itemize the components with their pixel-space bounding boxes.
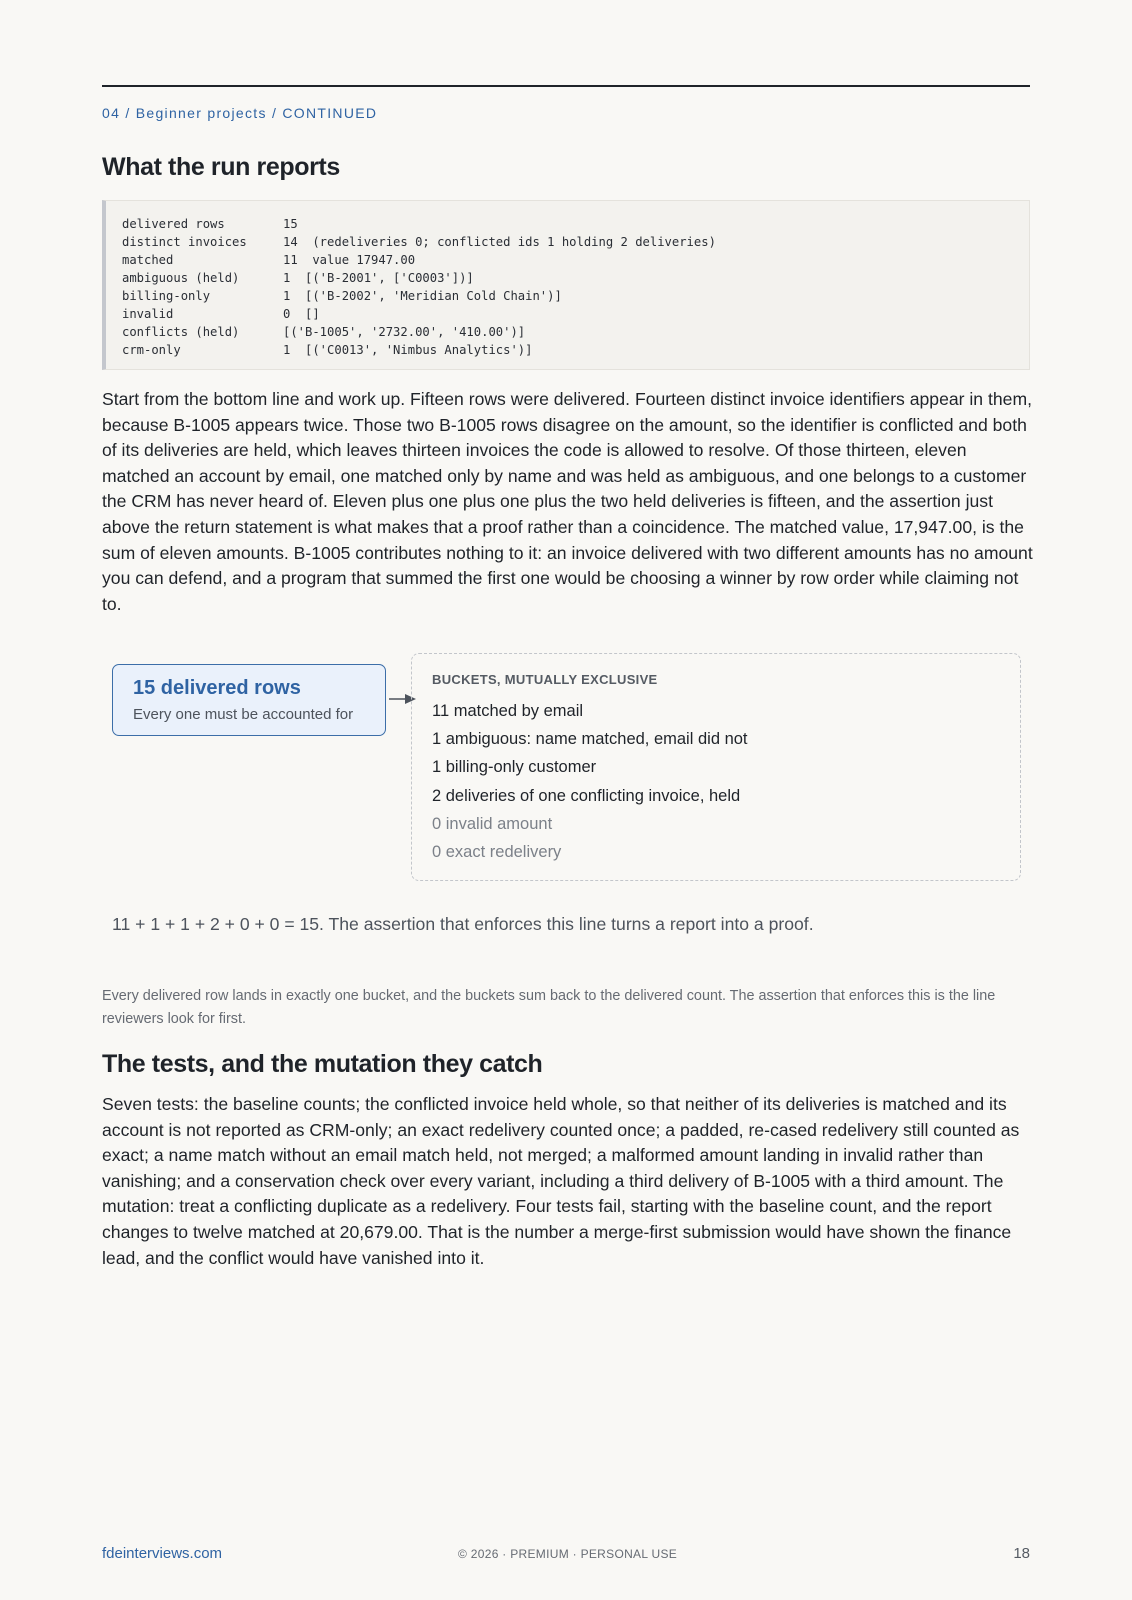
code-row xyxy=(122,233,1029,251)
bucket-item: 0 exact redelivery xyxy=(432,842,562,861)
delivered-rows-subtitle: Every one must be accounted for xyxy=(133,706,354,723)
page-number: 18 xyxy=(1013,1545,1030,1562)
buckets-box xyxy=(411,653,1021,881)
code-row xyxy=(122,323,1029,341)
bucket-item: 0 invalid amount xyxy=(432,814,553,833)
code-key: distinct invoices xyxy=(122,235,247,249)
footer-site-link[interactable]: fdeinterviews.com xyxy=(102,1545,223,1562)
code-row xyxy=(122,251,1029,269)
code-row xyxy=(122,269,1029,287)
delivered-rows-box xyxy=(112,664,386,736)
code-row xyxy=(122,341,1029,359)
section-title-tests: The tests, and the mutation they catch xyxy=(102,1050,543,1078)
code-row xyxy=(122,215,1029,233)
bucket-item: 1 ambiguous: name matched, email did not xyxy=(432,730,748,749)
run-report-code-block xyxy=(102,200,1030,370)
footer xyxy=(102,1545,1030,1565)
bucket-item: 11 matched by email xyxy=(432,702,584,720)
code-value: 1 [('B-2002', 'Meridian Cold Chain')] xyxy=(283,289,562,303)
delivered-rows-title: 15 delivered rows xyxy=(133,677,301,699)
code-key: billing-only xyxy=(122,289,211,303)
bucket-list xyxy=(432,697,1020,866)
code-value: 11 value 17947.00 xyxy=(283,253,416,267)
code-key: invalid xyxy=(122,307,174,321)
code-value: [('B-1005', '2732.00', '410.00')] xyxy=(283,325,526,339)
paragraph-tests: Seven tests: the baseline counts; the conflicted invoice held whole, so that neither of its deliveries is matched and its account is not reported as CRM-only; an exact redelivery counted once; a padded, re-cased redelivery still counted as exact; a name match without an email match held, not merged; a malformed amount landing in invalid rather than vanishing; and a conservation check over every variant, including a third delivery of B-1005 with a third amount. The mutation: treat a conflicting duplicate as a redelivery. Four tests fail, starting with the baseline count, and the report changes to twelve matched at 20,679.00. That is the number a merge-first submission would have shown the finance lead, and the conflict would have vanished into it. xyxy=(102,1094,1020,1268)
code-key: crm-only xyxy=(122,343,181,357)
code-key: matched xyxy=(122,253,174,267)
code-value: 15 xyxy=(283,217,298,231)
code-value: 0 [] xyxy=(283,307,320,321)
buckets-heading: BUCKETS, MUTUALLY EXCLUSIVE xyxy=(432,672,658,687)
bucket-item: 2 deliveries of one conflicting invoice, held xyxy=(432,786,741,805)
code-key: conflicts (held) xyxy=(122,325,240,339)
code-key: ambiguous (held) xyxy=(122,271,240,285)
paragraph-run-explanation: Start from the bottom line and work up. Fifteen rows were delivered. Fourteen distinct invoice identifiers appear in them, because B-1005 appears twice. Those two B-1005 rows disagree on the amount, so the identifier is conflicted and both of its deliveries are held, which leaves thirteen invoices the code is allowed to resolve. Of those thirteen, eleven matched an account by email, one matched only by name and was held as ambiguous, and one belongs to a customer the CRM has never heard of. Eleven plus one plus one plus the two held deliveries is fifteen, and the assertion just above the return statement is what makes that a proof rather than a coincidence. The matched value, 17,947.00, is the sum of eleven amounts. B-1005 contributes nothing to it: an invoice delivered with two different amounts has no amount you can defend, and a program that summed the first one would be choosing a winner by row order while claiming not to. xyxy=(102,389,1033,614)
footer-copyright: © 2026 · PREMIUM · PERSONAL USE xyxy=(458,1547,678,1561)
code-row xyxy=(122,287,1029,305)
code-value: 1 [('B-2001', ['C0003'])] xyxy=(283,271,474,285)
breadcrumb: 04 / Beginner projects / CONTINUED xyxy=(102,105,378,121)
top-rule xyxy=(102,85,1030,87)
bucket-item: 1 billing-only customer xyxy=(432,758,597,777)
conservation-equation: 11 + 1 + 1 + 2 + 0 + 0 = 15. The assertion that enforces this line turns a report into a proof. xyxy=(112,914,814,934)
code-row xyxy=(122,305,1029,323)
code-value: 1 [('C0013', 'Nimbus Analytics')] xyxy=(283,343,533,357)
code-value: 14 (redeliveries 0; conflicted ids 1 holding 2 deliveries) xyxy=(283,235,716,249)
code-key: delivered rows xyxy=(122,217,225,231)
figure-caption: Every delivered row lands in exactly one bucket, and the buckets sum back to the delivered count. The assertion that enforces this is the line reviewers look for first. xyxy=(102,988,996,1027)
section-title-run-reports: What the run reports xyxy=(102,153,340,181)
